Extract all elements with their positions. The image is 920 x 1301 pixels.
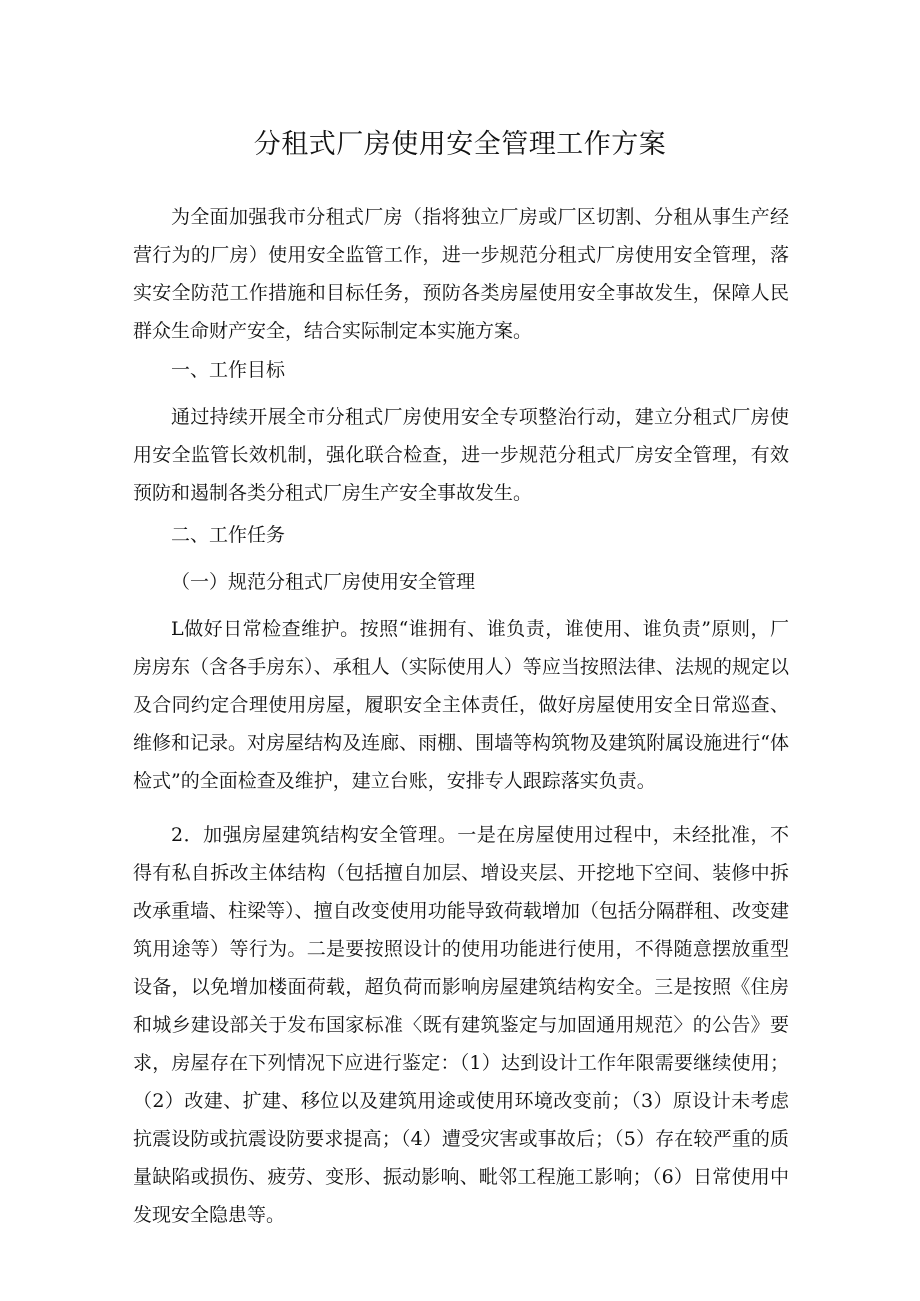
document-title: 分租式厂房使用安全管理工作方案 <box>253 129 667 160</box>
intro-paragraph: 为全面加强我市分租式厂房（指将独立厂房或厂区切割、分租从事生产经营行为的厂房）使用安全监管工作，进一步规范分租式厂房使用安全管理，落实安全防范工作措施和目标任务，预防各类房屋使用安全事故发生，保障人民群众生命财产安全，结合实际制定本实施方案。 <box>133 206 789 342</box>
task-item-2: 2．加强房屋建筑结构安全管理。一是在房屋使用过程中，未经批准，不得有私自拆改主体结构（包括擅自加层、增设夹层、开挖地下空间、装修中拆改承重墙、柱梁等）、擅自改变使用功能导致荷载增加（包括分隔群租、改变建筑用途等）等行为。二是要按照设计的使用功能进行使用，不得随意摆放重型设备，以免增加楼面荷载，超负荷而影响房屋建筑结构安全。三是按照《住房和城乡建设部关于发布国家标准〈既有建筑鉴定与加固通用规范〉的公告》要求，房屋存在下列情况下应进行鉴定：（1）达到设计工作年限需要继续使用；（2）改建、扩建、移位以及建筑用途或使用环境改变前；（3）原设计未考虑抗震设防或抗震设防要求提高；（4）遭受灾害或事故后；（5）存在较严重的质量缺陷或损伤、疲劳、变形、振动影响、毗邻工程施工影响；（6）日常使用中发现安全隐患等。 <box>133 824 789 1226</box>
goals-paragraph: 通过持续开展全市分租式厂房使用安全专项整治行动，建立分租式厂房使用安全监管长效机制，强化联合检查，进一步规范分租式厂房安全管理，有效预防和遏制各类分租式厂房生产安全事故发生。 <box>133 406 789 504</box>
subsection-heading-management: （一）规范分租式厂房使用安全管理 <box>171 571 476 593</box>
task-item-1: L做好日常检查维护。按照“谁拥有、谁负责，谁使用、谁负责”原则，厂房房东（含各手房东）、承租人（实际使用人）等应当按照法律、法规的规定以及合同约定合理使用房屋，履职安全主体责任，做好房屋使用安全日常巡查、维修和记录。对房屋结构及连廊、雨棚、围墙等构筑物及建筑附属设施进行“体检式”的全面检查及维护，建立台账，安排专人跟踪落实负责。 <box>133 618 789 792</box>
section-heading-tasks: 二、工作任务 <box>171 524 286 546</box>
section-heading-goals: 一、工作目标 <box>171 359 286 381</box>
